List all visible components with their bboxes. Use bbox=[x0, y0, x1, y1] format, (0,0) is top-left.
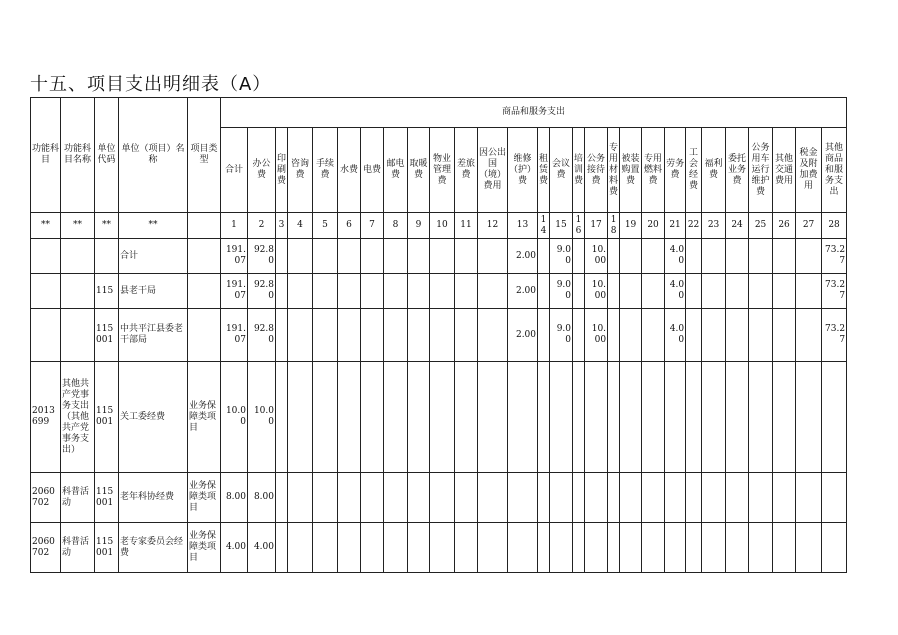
index-cell: 23 bbox=[702, 213, 726, 239]
table-cell bbox=[686, 523, 702, 573]
table-cell bbox=[686, 473, 702, 523]
table-cell: 115001 bbox=[95, 362, 119, 473]
table-cell bbox=[188, 274, 221, 309]
table-cell bbox=[276, 362, 288, 473]
table-cell bbox=[508, 523, 538, 573]
table-cell bbox=[361, 473, 384, 523]
table-cell bbox=[665, 523, 686, 573]
header-cell: 被装购置费 bbox=[620, 128, 642, 213]
table-cell bbox=[408, 362, 430, 473]
table-cell bbox=[573, 523, 585, 573]
table-cell: 73.27 bbox=[822, 239, 847, 274]
table-cell: 92.80 bbox=[248, 239, 276, 274]
table-cell bbox=[430, 473, 455, 523]
table-cell bbox=[288, 473, 313, 523]
index-cell: 3 bbox=[276, 213, 288, 239]
table-cell bbox=[338, 523, 361, 573]
header-cell: 单位（项目）名称 bbox=[119, 98, 188, 213]
table-cell bbox=[276, 523, 288, 573]
table-cell: 10.00 bbox=[585, 239, 608, 274]
header-cell: 项目类型 bbox=[188, 98, 221, 213]
table-cell bbox=[408, 473, 430, 523]
table-cell: 老专家委员会经费 bbox=[119, 523, 188, 573]
table-cell bbox=[585, 362, 608, 473]
index-cell: 8 bbox=[384, 213, 408, 239]
table-cell bbox=[573, 239, 585, 274]
table-cell: 合计 bbox=[119, 239, 188, 274]
index-cell: 16 bbox=[573, 213, 585, 239]
index-cell: 28 bbox=[822, 213, 847, 239]
table-cell bbox=[338, 362, 361, 473]
table-cell bbox=[538, 473, 550, 523]
table-cell: 2.00 bbox=[508, 239, 538, 274]
table-cell bbox=[620, 473, 642, 523]
table-cell bbox=[550, 523, 573, 573]
table-cell bbox=[538, 239, 550, 274]
table-cell bbox=[573, 473, 585, 523]
table-cell bbox=[620, 309, 642, 362]
table-cell bbox=[430, 523, 455, 573]
header-cell: 其他交通费用 bbox=[773, 128, 796, 213]
table-cell: 2.00 bbox=[508, 309, 538, 362]
table-cell bbox=[478, 473, 508, 523]
group-header: 商品和服务支出 bbox=[221, 98, 847, 128]
index-cell: 14 bbox=[538, 213, 550, 239]
table-cell bbox=[773, 239, 796, 274]
table-cell: 业务保障类项目 bbox=[188, 473, 221, 523]
table-cell: 115 bbox=[95, 274, 119, 309]
table-cell bbox=[188, 239, 221, 274]
table-cell bbox=[276, 239, 288, 274]
table-cell bbox=[796, 239, 822, 274]
table-cell bbox=[276, 309, 288, 362]
table-cell bbox=[408, 239, 430, 274]
index-cell: 9 bbox=[408, 213, 430, 239]
table-cell bbox=[478, 274, 508, 309]
table-cell bbox=[773, 309, 796, 362]
index-cell: 20 bbox=[642, 213, 665, 239]
table-cell bbox=[585, 473, 608, 523]
header-cell: 培训费 bbox=[573, 128, 585, 213]
table-cell bbox=[508, 362, 538, 473]
header-cell: 功能科目名称 bbox=[61, 98, 95, 213]
table-cell bbox=[749, 362, 773, 473]
table-cell bbox=[642, 523, 665, 573]
table-cell bbox=[608, 274, 620, 309]
table-cell bbox=[408, 309, 430, 362]
table-cell bbox=[620, 362, 642, 473]
index-cell: 15 bbox=[550, 213, 573, 239]
table-cell bbox=[686, 362, 702, 473]
table-cell bbox=[455, 239, 478, 274]
table-cell: 92.80 bbox=[248, 274, 276, 309]
table-cell: 9.00 bbox=[550, 239, 573, 274]
table-cell: 2060702 bbox=[31, 523, 61, 573]
table-cell bbox=[538, 274, 550, 309]
header-cell: 水费 bbox=[338, 128, 361, 213]
table-cell bbox=[31, 309, 61, 362]
table-cell: 4.00 bbox=[248, 523, 276, 573]
table-cell bbox=[686, 309, 702, 362]
table-cell bbox=[749, 473, 773, 523]
table-cell bbox=[313, 523, 338, 573]
table-cell: 业务保障类项目 bbox=[188, 523, 221, 573]
table-cell bbox=[702, 274, 726, 309]
table-cell: 科普活动 bbox=[61, 523, 95, 573]
table-cell bbox=[384, 239, 408, 274]
table-cell bbox=[61, 274, 95, 309]
table-row bbox=[31, 523, 847, 573]
table-cell bbox=[585, 523, 608, 573]
header-cell: 劳务费 bbox=[665, 128, 686, 213]
table-cell bbox=[620, 239, 642, 274]
table-cell bbox=[61, 239, 95, 274]
table-cell bbox=[288, 239, 313, 274]
table-cell bbox=[608, 523, 620, 573]
table-cell bbox=[455, 473, 478, 523]
header-cell: 印刷费 bbox=[276, 128, 288, 213]
table-cell bbox=[608, 239, 620, 274]
table-cell: 业务保障类项目 bbox=[188, 362, 221, 473]
header-cell: 办公费 bbox=[248, 128, 276, 213]
table-cell bbox=[773, 473, 796, 523]
table-cell bbox=[749, 239, 773, 274]
table-cell bbox=[478, 309, 508, 362]
table-row bbox=[31, 362, 847, 473]
table-cell bbox=[620, 274, 642, 309]
table-cell: 9.00 bbox=[550, 309, 573, 362]
header-cell: 合计 bbox=[221, 128, 248, 213]
table-cell: 4.00 bbox=[665, 309, 686, 362]
project-expenditure-table bbox=[30, 97, 847, 573]
table-cell bbox=[822, 523, 847, 573]
table-cell bbox=[384, 362, 408, 473]
table-cell bbox=[455, 362, 478, 473]
table-cell bbox=[478, 362, 508, 473]
index-cell: 27 bbox=[796, 213, 822, 239]
table-cell: 2013699 bbox=[31, 362, 61, 473]
table-cell bbox=[288, 523, 313, 573]
table-cell: 4.00 bbox=[665, 239, 686, 274]
table-cell bbox=[573, 362, 585, 473]
table-cell bbox=[338, 473, 361, 523]
table-cell: 191.07 bbox=[221, 309, 248, 362]
table-cell: 10.00 bbox=[585, 309, 608, 362]
table-cell bbox=[773, 274, 796, 309]
table-cell bbox=[384, 523, 408, 573]
table-cell: 4.00 bbox=[665, 274, 686, 309]
table-cell bbox=[550, 362, 573, 473]
table-cell bbox=[822, 473, 847, 523]
header-cell: 专用燃料费 bbox=[642, 128, 665, 213]
table-cell bbox=[95, 239, 119, 274]
table-cell bbox=[573, 274, 585, 309]
index-cell: 22 bbox=[686, 213, 702, 239]
index-cell: 10 bbox=[430, 213, 455, 239]
index-cell bbox=[188, 213, 221, 239]
header-cell: 公务接待费 bbox=[585, 128, 608, 213]
table-cell bbox=[288, 309, 313, 362]
table-row bbox=[31, 309, 847, 362]
table-cell bbox=[665, 473, 686, 523]
header-cell: 专用材料费 bbox=[608, 128, 620, 213]
table-cell bbox=[288, 274, 313, 309]
table-cell bbox=[361, 239, 384, 274]
table-cell bbox=[796, 274, 822, 309]
header-cell: 税金及附加费用 bbox=[796, 128, 822, 213]
table-cell bbox=[796, 362, 822, 473]
header-cell: 委托业务费 bbox=[726, 128, 749, 213]
index-cell: 11 bbox=[455, 213, 478, 239]
table-cell bbox=[276, 473, 288, 523]
table-cell bbox=[455, 274, 478, 309]
table-cell: 115001 bbox=[95, 309, 119, 362]
table-cell bbox=[665, 362, 686, 473]
header-cell: 物业管理费 bbox=[430, 128, 455, 213]
table-cell bbox=[686, 274, 702, 309]
table-cell: 县老干局 bbox=[119, 274, 188, 309]
index-cell: 1 bbox=[221, 213, 248, 239]
header-cell: 差旅费 bbox=[455, 128, 478, 213]
table-cell: 8.00 bbox=[221, 473, 248, 523]
index-cell: 13 bbox=[508, 213, 538, 239]
header-cell: 租赁费 bbox=[538, 128, 550, 213]
table-cell bbox=[384, 274, 408, 309]
table-cell: 92.80 bbox=[248, 309, 276, 362]
header-cell: 因公出国（境）费用 bbox=[478, 128, 508, 213]
table-cell bbox=[188, 309, 221, 362]
table-cell bbox=[726, 274, 749, 309]
index-cell: 5 bbox=[313, 213, 338, 239]
table-cell: 73.27 bbox=[822, 309, 847, 362]
table-cell bbox=[702, 473, 726, 523]
table-cell bbox=[608, 309, 620, 362]
table-cell bbox=[822, 362, 847, 473]
table-cell: 10.00 bbox=[221, 362, 248, 473]
table-cell bbox=[726, 362, 749, 473]
index-cell: 18 bbox=[608, 213, 620, 239]
table-cell bbox=[642, 309, 665, 362]
table-cell bbox=[749, 274, 773, 309]
table-cell bbox=[313, 274, 338, 309]
table-cell: 191.07 bbox=[221, 239, 248, 274]
table-cell: 老年科协经费 bbox=[119, 473, 188, 523]
page-title: 十五、项目支出明细表（A） bbox=[30, 74, 272, 95]
header-cell: 维修（护）费 bbox=[508, 128, 538, 213]
table-cell bbox=[276, 274, 288, 309]
table-cell bbox=[430, 274, 455, 309]
header-cell: 其他商品和服务支出 bbox=[822, 128, 847, 213]
table-cell bbox=[384, 309, 408, 362]
table-cell bbox=[313, 239, 338, 274]
header-cell: 福利费 bbox=[702, 128, 726, 213]
table-cell bbox=[478, 523, 508, 573]
header-cell: 手续费 bbox=[313, 128, 338, 213]
table-cell bbox=[430, 309, 455, 362]
index-cell: 6 bbox=[338, 213, 361, 239]
index-cell: 12 bbox=[478, 213, 508, 239]
table-cell: 中共平江县委老干部局 bbox=[119, 309, 188, 362]
index-cell: 7 bbox=[361, 213, 384, 239]
table-cell: 8.00 bbox=[248, 473, 276, 523]
table-cell bbox=[642, 362, 665, 473]
table-cell bbox=[313, 362, 338, 473]
table-cell bbox=[749, 523, 773, 573]
index-cell: 19 bbox=[620, 213, 642, 239]
table-cell bbox=[313, 309, 338, 362]
table-cell: 4.00 bbox=[221, 523, 248, 573]
index-cell: ** bbox=[95, 213, 119, 239]
table-cell bbox=[361, 523, 384, 573]
table-cell: 73.27 bbox=[822, 274, 847, 309]
table-cell bbox=[686, 239, 702, 274]
table-cell bbox=[702, 309, 726, 362]
table-cell bbox=[361, 309, 384, 362]
table-cell bbox=[408, 274, 430, 309]
header-cell: 工会经费 bbox=[686, 128, 702, 213]
header-cell: 公务用车运行维护费 bbox=[749, 128, 773, 213]
table-cell bbox=[796, 309, 822, 362]
table-cell: 2.00 bbox=[508, 274, 538, 309]
table-cell bbox=[430, 362, 455, 473]
table-cell bbox=[478, 239, 508, 274]
table-cell bbox=[642, 473, 665, 523]
table-cell bbox=[361, 362, 384, 473]
table-cell bbox=[288, 362, 313, 473]
table-cell: 10.00 bbox=[248, 362, 276, 473]
table-cell bbox=[538, 523, 550, 573]
table-cell: 115001 bbox=[95, 473, 119, 523]
table-cell: 2060702 bbox=[31, 473, 61, 523]
table-cell bbox=[338, 239, 361, 274]
table-cell bbox=[550, 473, 573, 523]
table-cell bbox=[361, 274, 384, 309]
index-cell: ** bbox=[31, 213, 61, 239]
table-cell bbox=[773, 362, 796, 473]
index-cell: 26 bbox=[773, 213, 796, 239]
table-cell bbox=[702, 523, 726, 573]
index-cell: 2 bbox=[248, 213, 276, 239]
table-cell: 191.07 bbox=[221, 274, 248, 309]
table-cell bbox=[408, 523, 430, 573]
table-cell bbox=[61, 309, 95, 362]
table-cell bbox=[642, 274, 665, 309]
header-cell: 功能科目 bbox=[31, 98, 61, 213]
table-cell: 115001 bbox=[95, 523, 119, 573]
table-cell bbox=[726, 473, 749, 523]
header-row-group bbox=[31, 98, 847, 128]
table-cell bbox=[31, 274, 61, 309]
table-cell bbox=[384, 473, 408, 523]
table-cell bbox=[608, 362, 620, 473]
header-cell: 会议费 bbox=[550, 128, 573, 213]
table-cell bbox=[702, 239, 726, 274]
index-cell: 17 bbox=[585, 213, 608, 239]
table-cell bbox=[773, 523, 796, 573]
table-cell bbox=[508, 473, 538, 523]
index-cell: 4 bbox=[288, 213, 313, 239]
table-cell bbox=[31, 239, 61, 274]
table-cell bbox=[313, 473, 338, 523]
table-cell bbox=[538, 309, 550, 362]
index-cell: 24 bbox=[726, 213, 749, 239]
header-cell: 邮电费 bbox=[384, 128, 408, 213]
table-cell bbox=[749, 309, 773, 362]
table-cell bbox=[573, 309, 585, 362]
table-cell bbox=[726, 309, 749, 362]
table-cell bbox=[338, 309, 361, 362]
table-cell bbox=[455, 523, 478, 573]
header-cell: 咨询费 bbox=[288, 128, 313, 213]
table-cell: 关工委经费 bbox=[119, 362, 188, 473]
index-cell: 21 bbox=[665, 213, 686, 239]
index-cell: 25 bbox=[749, 213, 773, 239]
table-row bbox=[31, 239, 847, 274]
index-row bbox=[31, 213, 847, 239]
header-cell: 电费 bbox=[361, 128, 384, 213]
table-cell: 10.00 bbox=[585, 274, 608, 309]
table-cell bbox=[620, 523, 642, 573]
table-cell bbox=[726, 523, 749, 573]
table-cell: 其他共产党事务支出（其他共产党事务支出） bbox=[61, 362, 95, 473]
table-cell bbox=[455, 309, 478, 362]
table-cell bbox=[702, 362, 726, 473]
header-cell: 单位代码 bbox=[95, 98, 119, 213]
table-cell bbox=[796, 473, 822, 523]
table-row bbox=[31, 473, 847, 523]
header-cell: 取暖费 bbox=[408, 128, 430, 213]
table-cell bbox=[796, 523, 822, 573]
table-cell: 9.00 bbox=[550, 274, 573, 309]
table-cell bbox=[338, 274, 361, 309]
table-cell: 科普活动 bbox=[61, 473, 95, 523]
table-cell bbox=[430, 239, 455, 274]
table-row bbox=[31, 274, 847, 309]
table-cell bbox=[642, 239, 665, 274]
table-cell bbox=[726, 239, 749, 274]
index-cell: ** bbox=[61, 213, 95, 239]
table-cell bbox=[538, 362, 550, 473]
index-cell: ** bbox=[119, 213, 188, 239]
table-cell bbox=[608, 473, 620, 523]
